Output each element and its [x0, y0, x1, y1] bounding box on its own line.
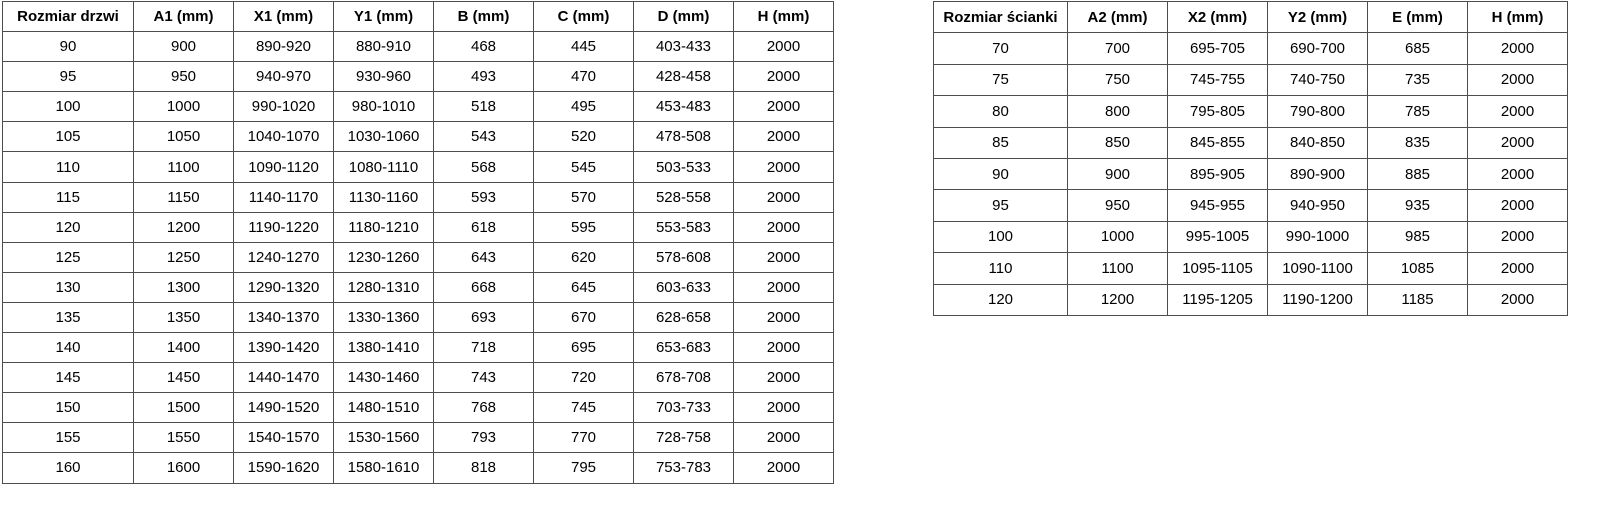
table-row: [934, 284, 1568, 315]
table-cell: 1490-1520: [234, 393, 334, 423]
table-cell: 693: [434, 302, 534, 332]
table-cell: 940-950: [1268, 190, 1368, 221]
table-cell: 1390-1420: [234, 333, 334, 363]
table-cell: 1550: [134, 423, 234, 453]
table-cell: 990-1000: [1268, 221, 1368, 252]
table-cell: 2000: [734, 242, 834, 272]
table-cell: 75: [934, 64, 1068, 95]
table-cell: 668: [434, 272, 534, 302]
table-cell: 2000: [1468, 158, 1568, 189]
column-header: H (mm): [734, 2, 834, 32]
table-cell: 445: [534, 32, 634, 62]
table-cell: 718: [434, 333, 534, 363]
table-cell: 1450: [134, 363, 234, 393]
table-cell: 1180-1210: [334, 212, 434, 242]
table-cell: 900: [1068, 158, 1168, 189]
table-cell: 95: [934, 190, 1068, 221]
table-cell: 1095-1105: [1168, 253, 1268, 284]
table-cell: 593: [434, 182, 534, 212]
table-row: [3, 92, 834, 122]
table-cell: 1590-1620: [234, 453, 334, 483]
table-cell: 750: [1068, 64, 1168, 95]
column-header: Y1 (mm): [334, 2, 434, 32]
table-cell: 795-805: [1168, 96, 1268, 127]
table-cell: 703-733: [634, 393, 734, 423]
table-cell: 1185: [1368, 284, 1468, 315]
table-cell: 578-608: [634, 242, 734, 272]
table-cell: 743: [434, 363, 534, 393]
table-row: [934, 158, 1568, 189]
table-row: [3, 182, 834, 212]
table-row: [934, 64, 1568, 95]
table-cell: 543: [434, 122, 534, 152]
table-cell: 995-1005: [1168, 221, 1268, 252]
table-cell: 795: [534, 453, 634, 483]
table-row: [934, 190, 1568, 221]
table-cell: 1190-1220: [234, 212, 334, 242]
table-cell: 950: [134, 62, 234, 92]
table-cell: 818: [434, 453, 534, 483]
table-cell: 1300: [134, 272, 234, 302]
table-cell: 1400: [134, 333, 234, 363]
table-cell: 1540-1570: [234, 423, 334, 453]
table-cell: 1430-1460: [334, 363, 434, 393]
table-row: [3, 302, 834, 332]
table-cell: 678-708: [634, 363, 734, 393]
table-cell: 1600: [134, 453, 234, 483]
table-cell: 2000: [1468, 64, 1568, 95]
table-cell: 695-705: [1168, 33, 1268, 64]
table-cell: 115: [3, 182, 134, 212]
table-cell: 745: [534, 393, 634, 423]
table-cell: 110: [3, 152, 134, 182]
table-cell: 685: [1368, 33, 1468, 64]
table-cell: 740-750: [1268, 64, 1368, 95]
table-cell: 2000: [734, 333, 834, 363]
table-cell: 495: [534, 92, 634, 122]
table-cell: 453-483: [634, 92, 734, 122]
table-cell: 840-850: [1268, 127, 1368, 158]
table-cell: 2000: [734, 453, 834, 483]
table-cell: 2000: [734, 423, 834, 453]
table-cell: 1440-1470: [234, 363, 334, 393]
table-cell: 1190-1200: [1268, 284, 1368, 315]
table-cell: 1130-1160: [334, 182, 434, 212]
table-cell: 155: [3, 423, 134, 453]
table-cell: 645: [534, 272, 634, 302]
table-cell: 100: [3, 92, 134, 122]
table-cell: 1340-1370: [234, 302, 334, 332]
table-cell: 1240-1270: [234, 242, 334, 272]
table-cell: 735: [1368, 64, 1468, 95]
table-row: [3, 152, 834, 182]
table-cell: 1080-1110: [334, 152, 434, 182]
table-cell: 1140-1170: [234, 182, 334, 212]
table-cell: 130: [3, 272, 134, 302]
column-header: Rozmiar drzwi: [3, 2, 134, 32]
table-cell: 1250: [134, 242, 234, 272]
table-cell: 1350: [134, 302, 234, 332]
column-header: H (mm): [1468, 2, 1568, 33]
table-cell: 100: [934, 221, 1068, 252]
table-cell: 125: [3, 242, 134, 272]
table-cell: 1500: [134, 393, 234, 423]
table-cell: 2000: [1468, 96, 1568, 127]
table-cell: 1150: [134, 182, 234, 212]
table-cell: 503-533: [634, 152, 734, 182]
table-cell: 2000: [1468, 33, 1568, 64]
table-cell: 628-658: [634, 302, 734, 332]
table-cell: 720: [534, 363, 634, 393]
table-cell: 70: [934, 33, 1068, 64]
table-cell: 1100: [1068, 253, 1168, 284]
table-row: [3, 423, 834, 453]
table-row: [3, 453, 834, 483]
table-cell: 2000: [734, 122, 834, 152]
wall-size-table: [933, 1, 1568, 316]
table-cell: 1085: [1368, 253, 1468, 284]
table-cell: 80: [934, 96, 1068, 127]
column-header: E (mm): [1368, 2, 1468, 33]
table-cell: 1380-1410: [334, 333, 434, 363]
table-cell: 1480-1510: [334, 393, 434, 423]
column-header: B (mm): [434, 2, 534, 32]
table-cell: 520: [534, 122, 634, 152]
table-cell: 1000: [1068, 221, 1168, 252]
table-cell: 160: [3, 453, 134, 483]
table-cell: 643: [434, 242, 534, 272]
header-row: [934, 2, 1568, 33]
column-header: Y2 (mm): [1268, 2, 1368, 33]
table-cell: 2000: [734, 92, 834, 122]
table-cell: 2000: [1468, 253, 1568, 284]
column-header: C (mm): [534, 2, 634, 32]
table-cell: 2000: [734, 393, 834, 423]
table-cell: 940-970: [234, 62, 334, 92]
table-cell: 90: [934, 158, 1068, 189]
table-cell: 793: [434, 423, 534, 453]
table-cell: 493: [434, 62, 534, 92]
table-cell: 1100: [134, 152, 234, 182]
table-cell: 618: [434, 212, 534, 242]
table-cell: 2000: [734, 272, 834, 302]
table-cell: 985: [1368, 221, 1468, 252]
table-cell: 980-1010: [334, 92, 434, 122]
table-cell: 120: [3, 212, 134, 242]
table-cell: 1030-1060: [334, 122, 434, 152]
table-cell: 150: [3, 393, 134, 423]
table-cell: 603-633: [634, 272, 734, 302]
table-cell: 990-1020: [234, 92, 334, 122]
table-cell: 1050: [134, 122, 234, 152]
table-cell: 478-508: [634, 122, 734, 152]
table-cell: 2000: [734, 152, 834, 182]
table-cell: 1195-1205: [1168, 284, 1268, 315]
table-cell: 90: [3, 32, 134, 62]
table-cell: 428-458: [634, 62, 734, 92]
table-cell: 1090-1100: [1268, 253, 1368, 284]
table-cell: 835: [1368, 127, 1468, 158]
table-cell: 470: [534, 62, 634, 92]
table-row: [3, 393, 834, 423]
table-row: [934, 221, 1568, 252]
column-header: X2 (mm): [1168, 2, 1268, 33]
table-cell: 120: [934, 284, 1068, 315]
table-cell: 753-783: [634, 453, 734, 483]
table-cell: 1580-1610: [334, 453, 434, 483]
table-cell: 890-900: [1268, 158, 1368, 189]
table-cell: 85: [934, 127, 1068, 158]
table-cell: 768: [434, 393, 534, 423]
table-cell: 105: [3, 122, 134, 152]
table-cell: 1200: [1068, 284, 1168, 315]
column-header: A2 (mm): [1068, 2, 1168, 33]
table-cell: 1200: [134, 212, 234, 242]
column-header: A1 (mm): [134, 2, 234, 32]
door-size-table: [2, 1, 834, 484]
table-cell: 2000: [1468, 221, 1568, 252]
table-cell: 1330-1360: [334, 302, 434, 332]
table-cell: 528-558: [634, 182, 734, 212]
table-cell: 468: [434, 32, 534, 62]
table-cell: 1040-1070: [234, 122, 334, 152]
table-row: [934, 127, 1568, 158]
table-cell: 800: [1068, 96, 1168, 127]
table-cell: 653-683: [634, 333, 734, 363]
table-cell: 2000: [1468, 127, 1568, 158]
table-cell: 2000: [1468, 190, 1568, 221]
table-cell: 890-920: [234, 32, 334, 62]
table-row: [3, 122, 834, 152]
table-cell: 880-910: [334, 32, 434, 62]
table-cell: 110: [934, 253, 1068, 284]
table-cell: 2000: [734, 182, 834, 212]
table-cell: 553-583: [634, 212, 734, 242]
column-header: X1 (mm): [234, 2, 334, 32]
table-cell: 1530-1560: [334, 423, 434, 453]
table-cell: 595: [534, 212, 634, 242]
table-cell: 518: [434, 92, 534, 122]
table-cell: 930-960: [334, 62, 434, 92]
table-row: [3, 62, 834, 92]
column-header: Rozmiar ścianki: [934, 2, 1068, 33]
table-cell: 845-855: [1168, 127, 1268, 158]
table-cell: 885: [1368, 158, 1468, 189]
table-cell: 570: [534, 182, 634, 212]
table-cell: 140: [3, 333, 134, 363]
table-row: [3, 212, 834, 242]
table-cell: 695: [534, 333, 634, 363]
table-cell: 135: [3, 302, 134, 332]
table-row: [934, 33, 1568, 64]
table-row: [934, 253, 1568, 284]
header-row: [3, 2, 834, 32]
table-cell: 1090-1120: [234, 152, 334, 182]
table-cell: 670: [534, 302, 634, 332]
table-cell: 728-758: [634, 423, 734, 453]
table-row: [3, 242, 834, 272]
table-row: [3, 333, 834, 363]
table-row: [3, 272, 834, 302]
table-cell: 900: [134, 32, 234, 62]
table-cell: 2000: [1468, 284, 1568, 315]
table-cell: 935: [1368, 190, 1468, 221]
table-row: [934, 96, 1568, 127]
table-cell: 770: [534, 423, 634, 453]
table-cell: 850: [1068, 127, 1168, 158]
table-cell: 690-700: [1268, 33, 1368, 64]
table-cell: 895-905: [1168, 158, 1268, 189]
table-cell: 568: [434, 152, 534, 182]
column-header: D (mm): [634, 2, 734, 32]
table-row: [3, 32, 834, 62]
table-cell: 1290-1320: [234, 272, 334, 302]
table-cell: 700: [1068, 33, 1168, 64]
table-cell: 95: [3, 62, 134, 92]
table-cell: 1280-1310: [334, 272, 434, 302]
table-cell: 1230-1260: [334, 242, 434, 272]
table-cell: 545: [534, 152, 634, 182]
table-cell: 620: [534, 242, 634, 272]
table-cell: 790-800: [1268, 96, 1368, 127]
table-cell: 1000: [134, 92, 234, 122]
table-cell: 785: [1368, 96, 1468, 127]
table-cell: 2000: [734, 212, 834, 242]
table-cell: 745-755: [1168, 64, 1268, 95]
table-cell: 2000: [734, 363, 834, 393]
table-cell: 950: [1068, 190, 1168, 221]
table-cell: 2000: [734, 32, 834, 62]
table-cell: 2000: [734, 62, 834, 92]
table-cell: 403-433: [634, 32, 734, 62]
table-cell: 145: [3, 363, 134, 393]
table-row: [3, 363, 834, 393]
table-cell: 945-955: [1168, 190, 1268, 221]
table-cell: 2000: [734, 302, 834, 332]
